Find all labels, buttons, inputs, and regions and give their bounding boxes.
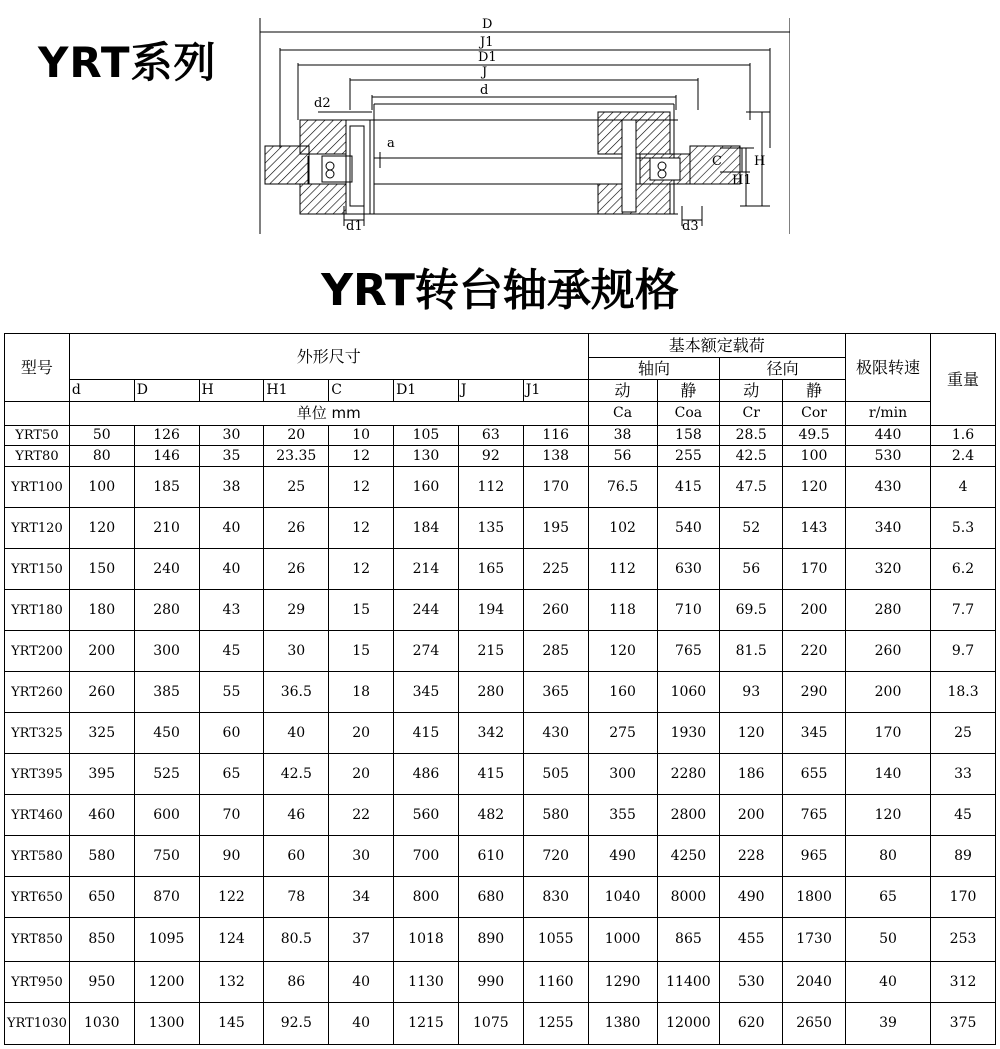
table-cell: 63 [458,426,523,446]
table-row [5,590,996,631]
table-cell: 81.5 [720,631,783,672]
table-cell: 38 [588,426,657,446]
table-cell: 92 [458,446,523,467]
table-cell: 260 [69,672,134,713]
table-cell: 274 [394,631,459,672]
header-speed: 极限转速 [845,334,930,402]
table-cell: 15 [329,590,394,631]
table-cell: 130 [394,446,459,467]
table-cell: 145 [199,1003,264,1045]
table-cell: 4 [931,467,996,508]
table-cell: 655 [783,754,846,795]
table-cell: 55 [199,672,264,713]
table-cell: 300 [588,754,657,795]
label-D: D [482,17,493,32]
table-cell: 375 [931,1003,996,1045]
table-cell: 102 [588,508,657,549]
header-load-unit: Cor [783,402,846,426]
table-cell: 325 [69,713,134,754]
table-cell: 430 [523,713,588,754]
table-cell: 150 [69,549,134,590]
cell-model: YRT180 [5,590,70,631]
table-cell: 56 [720,549,783,590]
table-cell: 18.3 [931,672,996,713]
table-cell: 47.5 [720,467,783,508]
table-row [5,962,996,1003]
table-cell: 170 [845,713,930,754]
table-cell: 90 [199,836,264,877]
table-cell: 850 [69,918,134,962]
table-cell: 440 [845,426,930,446]
table-cell: 482 [458,795,523,836]
table-cell: 122 [199,877,264,918]
table-cell: 170 [931,877,996,918]
table-cell: 1215 [394,1003,459,1045]
table-cell: 1040 [588,877,657,918]
table-cell: 455 [720,918,783,962]
table-cell: 28.5 [720,426,783,446]
header-speed-unit: r/min [845,402,930,426]
table-cell: 45 [931,795,996,836]
table-cell: 200 [783,590,846,631]
table-cell: 220 [783,631,846,672]
table-cell: 30 [264,631,329,672]
table-cell: 2.4 [931,446,996,467]
label-J: J [482,65,488,80]
table-cell: 118 [588,590,657,631]
table-cell: 200 [845,672,930,713]
table-cell: 530 [720,962,783,1003]
table-cell: 30 [329,836,394,877]
table-cell: 580 [523,795,588,836]
header-axial: 轴向 [588,358,720,380]
table-cell: 43 [199,590,264,631]
table-cell: 950 [69,962,134,1003]
table-row [5,426,996,446]
table-row [5,713,996,754]
cell-model: YRT650 [5,877,70,918]
table-cell: 345 [783,713,846,754]
spec-table [4,333,996,1045]
table-cell: 260 [523,590,588,631]
cell-model: YRT950 [5,962,70,1003]
label-a: a [387,136,395,151]
cell-model: YRT200 [5,631,70,672]
table-cell: 93 [720,672,783,713]
table-cell: 52 [720,508,783,549]
table-cell: 18 [329,672,394,713]
table-cell: 765 [657,631,720,672]
table-cell: 80 [845,836,930,877]
cell-model: YRT50 [5,426,70,446]
table-cell: 830 [523,877,588,918]
table-row [5,918,996,962]
table-row [5,672,996,713]
cell-model: YRT460 [5,795,70,836]
table-row [5,446,996,467]
table-cell: 285 [523,631,588,672]
cell-model: YRT120 [5,508,70,549]
table-cell: 620 [720,1003,783,1045]
table-cell: 710 [657,590,720,631]
table-cell: 80.5 [264,918,329,962]
label-H1: H1 [732,173,752,188]
table-cell: 60 [264,836,329,877]
cell-model: YRT1030 [5,1003,70,1045]
table-cell: 1200 [134,962,199,1003]
table-cell: 78 [264,877,329,918]
table-cell: 1030 [69,1003,134,1045]
table-row [5,631,996,672]
table-title: YRT转台轴承规格 [321,265,679,316]
header-model: 型号 [5,334,70,402]
table-cell: 10 [329,426,394,446]
table-cell: 275 [588,713,657,754]
table-cell: 630 [657,549,720,590]
table-cell: 86 [264,962,329,1003]
table-cell: 11400 [657,962,720,1003]
table-cell: 40 [329,962,394,1003]
table-cell: 600 [134,795,199,836]
table-cell: 1380 [588,1003,657,1045]
table-cell: 165 [458,549,523,590]
table-cell: 5.3 [931,508,996,549]
header-load-col: 静 [657,380,720,402]
table-cell: 6.2 [931,549,996,590]
table-cell: 30 [199,426,264,446]
table-cell: 1290 [588,962,657,1003]
table-cell: 12000 [657,1003,720,1045]
spec-table-body [5,426,996,1045]
table-cell: 2800 [657,795,720,836]
table-cell: 1130 [394,962,459,1003]
table-cell: 720 [523,836,588,877]
cell-model: YRT80 [5,446,70,467]
label-d1: d1 [346,219,363,234]
table-cell: 1.6 [931,426,996,446]
table-cell: 170 [523,467,588,508]
cell-model: YRT580 [5,836,70,877]
table-cell: 160 [394,467,459,508]
table-cell: 342 [458,713,523,754]
table-cell: 1060 [657,672,720,713]
table-cell: 120 [588,631,657,672]
table-cell: 39 [845,1003,930,1045]
table-cell: 40 [199,508,264,549]
cell-model: YRT850 [5,918,70,962]
table-cell: 1255 [523,1003,588,1045]
table-cell: 112 [588,549,657,590]
table-cell: 280 [458,672,523,713]
table-cell: 415 [657,467,720,508]
table-cell: 160 [588,672,657,713]
table-row [5,877,996,918]
table-cell: 25 [264,467,329,508]
table-cell: 965 [783,836,846,877]
table-cell: 185 [134,467,199,508]
table-cell: 890 [458,918,523,962]
table-cell: 146 [134,446,199,467]
table-row [5,549,996,590]
table-cell: 100 [69,467,134,508]
table-cell: 1018 [394,918,459,962]
table-cell: 34 [329,877,394,918]
table-cell: 12 [329,446,394,467]
table-cell: 158 [657,426,720,446]
table-cell: 38 [199,467,264,508]
header-blank [5,402,70,426]
table-cell: 1055 [523,918,588,962]
cell-model: YRT260 [5,672,70,713]
table-cell: 2280 [657,754,720,795]
table-cell: 89 [931,836,996,877]
table-cell: 2650 [783,1003,846,1045]
table-cell: 460 [69,795,134,836]
table-cell: 9.7 [931,631,996,672]
table-cell: 650 [69,877,134,918]
table-cell: 92.5 [264,1003,329,1045]
table-cell: 60 [199,713,264,754]
table-cell: 170 [783,549,846,590]
table-cell: 2040 [783,962,846,1003]
table-cell: 100 [783,446,846,467]
table-cell: 290 [783,672,846,713]
table-cell: 120 [720,713,783,754]
table-cell: 65 [199,754,264,795]
table-cell: 680 [458,877,523,918]
header-dim-col: H [199,380,264,402]
table-cell: 280 [845,590,930,631]
table-cell: 1160 [523,962,588,1003]
table-cell: 365 [523,672,588,713]
cell-model: YRT100 [5,467,70,508]
table-cell: 345 [394,672,459,713]
cell-model: YRT395 [5,754,70,795]
table-row [5,1003,996,1045]
table-cell: 50 [845,918,930,962]
table-cell: 29 [264,590,329,631]
table-cell: 35 [199,446,264,467]
table-cell: 214 [394,549,459,590]
header-radial: 径向 [720,358,846,380]
table-cell: 1930 [657,713,720,754]
table-cell: 116 [523,426,588,446]
table-cell: 15 [329,631,394,672]
table-cell: 138 [523,446,588,467]
table-cell: 36.5 [264,672,329,713]
header-load-unit: Coa [657,402,720,426]
header-load-col: 动 [720,380,783,402]
table-row [5,795,996,836]
table-cell: 750 [134,836,199,877]
table-cell: 1800 [783,877,846,918]
table-cell: 1730 [783,918,846,962]
header-dim-col: J1 [523,380,588,402]
table-cell: 490 [720,877,783,918]
table-cell: 4250 [657,836,720,877]
header-unit: 单位 mm [69,402,588,426]
header-load-unit: Ca [588,402,657,426]
table-cell: 255 [657,446,720,467]
table-cell: 45 [199,631,264,672]
table-cell: 450 [134,713,199,754]
cell-model: YRT150 [5,549,70,590]
table-cell: 42.5 [720,446,783,467]
header-dim-col: D1 [394,380,459,402]
series-title: YRT系列 [38,38,217,87]
table-cell: 56 [588,446,657,467]
table-cell: 260 [845,631,930,672]
table-cell: 312 [931,962,996,1003]
table-cell: 195 [523,508,588,549]
table-cell: 395 [69,754,134,795]
table-cell: 415 [458,754,523,795]
table-cell: 244 [394,590,459,631]
table-cell: 194 [458,590,523,631]
header-load-col: 动 [588,380,657,402]
table-cell: 355 [588,795,657,836]
label-d: d [480,83,489,98]
bearing-cross-section-drawing [250,8,790,238]
table-cell: 65 [845,877,930,918]
table-cell: 112 [458,467,523,508]
table-cell: 69.5 [720,590,783,631]
table-cell: 253 [931,918,996,962]
table-cell: 210 [134,508,199,549]
table-cell: 46 [264,795,329,836]
table-cell: 1300 [134,1003,199,1045]
table-cell: 23.35 [264,446,329,467]
table-cell: 76.5 [588,467,657,508]
table-cell: 12 [329,467,394,508]
table-cell: 540 [657,508,720,549]
label-C: C [712,154,722,169]
header-load-col: 静 [783,380,846,402]
table-row [5,754,996,795]
table-cell: 580 [69,836,134,877]
header-dim-col: J [458,380,523,402]
table-cell: 200 [69,631,134,672]
table-cell: 225 [523,549,588,590]
table-cell: 135 [458,508,523,549]
table-cell: 340 [845,508,930,549]
table-cell: 120 [69,508,134,549]
table-cell: 7.7 [931,590,996,631]
header-load: 基本额定载荷 [588,334,845,358]
table-cell: 180 [69,590,134,631]
table-cell: 990 [458,962,523,1003]
table-cell: 1075 [458,1003,523,1045]
table-cell: 385 [134,672,199,713]
table-cell: 20 [329,713,394,754]
table-cell: 865 [657,918,720,962]
table-cell: 120 [783,467,846,508]
table-cell: 20 [329,754,394,795]
cell-model: YRT325 [5,713,70,754]
table-cell: 37 [329,918,394,962]
header-weight: 重量 [931,334,996,426]
header-dimensions: 外形尺寸 [69,334,588,380]
table-cell: 525 [134,754,199,795]
table-cell: 320 [845,549,930,590]
header-dim-col: H1 [264,380,329,402]
table-row [5,836,996,877]
table-cell: 40 [329,1003,394,1045]
table-cell: 186 [720,754,783,795]
table-cell: 70 [199,795,264,836]
table-row [5,508,996,549]
table-cell: 490 [588,836,657,877]
table-cell: 33 [931,754,996,795]
table-cell: 184 [394,508,459,549]
table-cell: 430 [845,467,930,508]
table-cell: 120 [845,795,930,836]
table-cell: 143 [783,508,846,549]
table-cell: 505 [523,754,588,795]
table-cell: 25 [931,713,996,754]
table-cell: 40 [199,549,264,590]
table-cell: 280 [134,590,199,631]
table-cell: 105 [394,426,459,446]
table-cell: 610 [458,836,523,877]
label-d3: d3 [682,219,699,234]
table-cell: 1095 [134,918,199,962]
label-d2: d2 [314,96,331,111]
table-cell: 8000 [657,877,720,918]
table-cell: 700 [394,836,459,877]
table-cell: 870 [134,877,199,918]
table-cell: 124 [199,918,264,962]
table-cell: 560 [394,795,459,836]
table-cell: 12 [329,508,394,549]
label-H: H [754,154,766,169]
table-cell: 26 [264,508,329,549]
table-cell: 50 [69,426,134,446]
table-cell: 126 [134,426,199,446]
header-load-unit: Cr [720,402,783,426]
table-cell: 530 [845,446,930,467]
table-cell: 415 [394,713,459,754]
table-cell: 40 [264,713,329,754]
label-D1: D1 [478,50,497,65]
table-cell: 42.5 [264,754,329,795]
table-cell: 486 [394,754,459,795]
table-cell: 80 [69,446,134,467]
table-cell: 200 [720,795,783,836]
table-cell: 132 [199,962,264,1003]
table-cell: 22 [329,795,394,836]
table-cell: 40 [845,962,930,1003]
table-row [5,467,996,508]
header-dim-col: C [329,380,394,402]
table-cell: 228 [720,836,783,877]
table-cell: 20 [264,426,329,446]
table-cell: 12 [329,549,394,590]
table-cell: 240 [134,549,199,590]
header-dim-col: d [69,380,134,402]
table-cell: 800 [394,877,459,918]
table-cell: 140 [845,754,930,795]
table-cell: 26 [264,549,329,590]
table-cell: 49.5 [783,426,846,446]
table-cell: 1000 [588,918,657,962]
label-J1: J1 [480,35,494,50]
table-cell: 765 [783,795,846,836]
header-dim-col: D [134,380,199,402]
table-cell: 300 [134,631,199,672]
table-cell: 215 [458,631,523,672]
